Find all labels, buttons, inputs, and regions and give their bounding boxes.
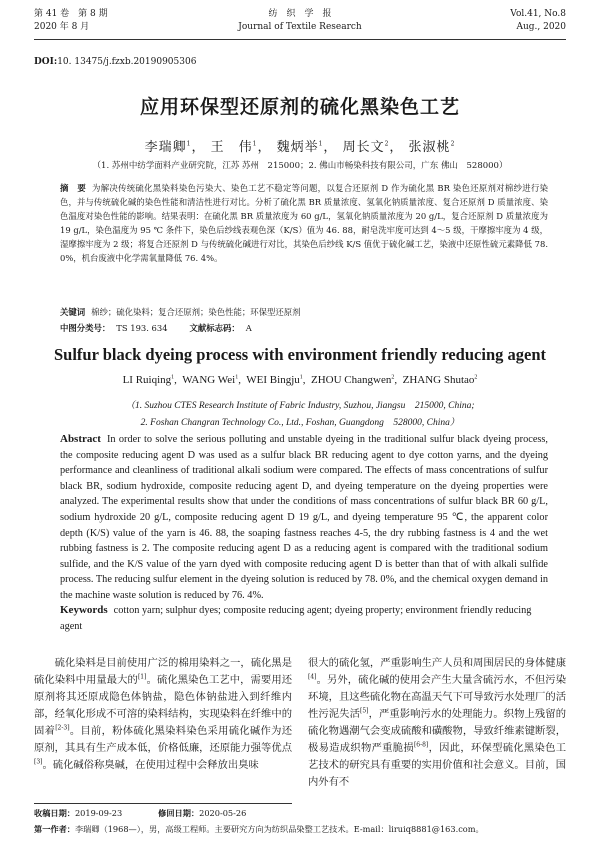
abstract-en-label: Abstract	[60, 433, 101, 445]
journal-name-en: Journal of Textile Research	[238, 22, 362, 32]
body-text: 。硫化黑染色工艺中，需要用还原剂将其还原成隐色体钠盐，隐色体钠盐进入到纤维内部，经氧化形成不可溶的染料结构，实现染料在纤维中的固着	[34, 674, 293, 737]
footnote-divider	[34, 803, 292, 804]
abstract-cn-label: 摘 要	[60, 183, 87, 193]
doi-line	[34, 57, 196, 67]
class-number-label: 中图分类号：	[60, 323, 111, 333]
body-column-left	[34, 655, 292, 774]
title-cn: 应用环保型还原剂的硫化黑染色工艺	[139, 96, 460, 118]
revised-label: 修回日期：	[158, 808, 200, 818]
issue-date: 2020 年 8 月	[34, 22, 90, 32]
keywords-cn	[60, 306, 548, 318]
author-affil-mark: 1	[171, 374, 175, 381]
body-text: 很大的硫化氢，严重影响生产人员和周围居民的身体健康	[308, 657, 566, 669]
author-affil-mark: 1	[252, 140, 258, 148]
body-text: 。目前，粉体硫化黑染料染色采用硫化碱作为还原剂，其具有生产成本低，价格低廉，还原能力强等优点	[34, 725, 292, 754]
running-header	[34, 8, 566, 38]
author-name: 张淑桃	[408, 140, 451, 155]
author-name-en: ZHOU Changwen	[311, 374, 392, 386]
received-label: 收稿日期：	[34, 808, 75, 818]
title-en: Sulfur black dyeing process with environment friendly reducing agent	[54, 345, 546, 364]
author-affil-mark: 2	[474, 374, 478, 381]
citation-ref[interactable]: [2-3]	[55, 724, 70, 732]
author-name: 李瑞卿	[144, 140, 187, 155]
abstract-en-text: In order to solve the serious polluting and unstable dyeing in the traditional sulfur black dyeing process, the composite reducing agent D was used as a sulfur black BR reducing agent to dye cotton yarns, and the dyeing performance and cleanliness of traditional alkali sodium were compared. The effects of mass concentrations of sulfur black BR, sodium hydroxide, composite reducing agent D, and dyeing temperature on the dyeing properties were analyzed. The experimental results show that under the conditions of mass concentrations of sulfur black BR 60 g/L, sodium hydroxide 20 g/L, composite reducing agent D 19 g/L, and dyeing temperature 95 ℃, the apparent color depth (K/S) value of the yarn is 46. 88, the soaping fastness reaches 4-5, the dry rubbing fastness is 4 and the wet rubbing fastness is 2. The composite reducing agent D as a reducing agent is compared with the traditional sodium sulfide, and the K/S value of the yarn dyed with composite reducing agent D is better than that of with alkali sulfide process. The reducing sulfur element in the dyeing solution is reduced by 78. 0%, and the chemical oxygen demand in the machine waste solution is reduced by 76. 4%.	[60, 434, 548, 601]
citation-ref[interactable]: [6-8]	[413, 741, 429, 749]
revised-date: 2020-05-26	[199, 808, 247, 818]
affiliation-en-2: 2. Foshan Changran Technology Co., Ltd., Foshan, Guangdong 528000, China）	[140, 418, 460, 428]
volume-issue-en: Vol.41, No.8	[510, 9, 566, 19]
author-affil-mark: 1	[186, 140, 192, 148]
author-name-en: WANG Wei	[182, 374, 236, 386]
citation-ref[interactable]: [3]	[34, 758, 43, 766]
author-affil-mark: 2	[450, 140, 456, 148]
author-name-en: ZHANG Shutao	[402, 374, 475, 386]
abstract-cn-text: 为解决传统硫化黑染料染色污染大、染色工艺不稳定等问题，以复合还原剂 D 作为硫化黑 BR 染色还原剂对棉纱进行染色，并与传统硫化碱的染色性能和清洁性进行对比。分析了硫化黑 BR 质量浓度、氢氧化钠质量浓度、复合还原剂 D 质量浓度、染色温度对染色性能的影响。结果表明：在硫化黑 BR 质量浓度为 60 g/L，氢氧化钠质量浓度为 20 g/L，复合还原剂 D 质量浓度为 19 g/L，染色温度为 95 ℃ 条件下，染色后纱线表观色深（K/S）值为 46. 88，耐皂洗牢度可达到 4～5 级，干摩擦牢度为 4 级，湿摩擦牢度为 2 级；将复合还原剂 D 与传统硫化碱进行对比，其染色后纱线 K/S 值优于硫化碱工艺，染液中还原性硫元素降低 78. 0%，机台废液中化学需氧量降低 76. 4%。	[60, 183, 549, 263]
author-name-en: LI Ruiqing	[122, 374, 172, 386]
abstract-en	[60, 432, 548, 604]
citation-ref[interactable]: [5]	[359, 707, 369, 715]
doc-code-label: 文献标志码：	[189, 323, 240, 333]
author-affil-mark: 1	[299, 374, 303, 381]
journal-name-cn: 纺 织 学 报	[268, 9, 332, 19]
author-name-en: WEI Bingju	[246, 374, 300, 386]
header-center	[34, 8, 566, 34]
doi-value[interactable]: 10. 13475/j.fzxb.20190905306	[57, 57, 197, 67]
doi-label: DOI:	[34, 57, 58, 67]
abstract-cn	[60, 181, 548, 265]
footnote-dates	[34, 807, 574, 819]
keywords-en	[60, 603, 548, 634]
first-author-label: 第一作者：	[34, 824, 75, 834]
class-number-value: TS 193. 634	[116, 323, 168, 333]
author-name: 周长文	[342, 140, 385, 155]
first-author-text: 李瑞卿（1968—），男，高级工程师。主要研究方向为纺织品染整工艺技术。E-mail：liruiq8881@163.com。	[74, 824, 484, 834]
author-affil-mark: 1	[235, 374, 239, 381]
citation-ref[interactable]: [1]	[137, 673, 147, 681]
author-affil-mark: 2	[391, 374, 395, 381]
doc-code-value: A	[245, 323, 252, 333]
footnote-author	[34, 823, 574, 835]
keywords-en-label: Keywords	[60, 604, 108, 616]
authors-cn: 李瑞卿$^1$， 王 伟$^1$， 魏炳举$^1$， 周长文$^2$， 张淑桃$^2$	[144, 140, 456, 155]
header-right	[510, 8, 566, 34]
keywords-en-text: cotton yarn; sulphur dyes; composite reducing agent; dyeing property; environment friendly reducing agent	[60, 605, 532, 632]
volume-issue: 第 41 卷 第 8 期	[34, 9, 108, 19]
header-divider	[34, 39, 566, 40]
received-date: 2019-09-23	[74, 808, 123, 818]
author-affil-mark: 1	[318, 140, 324, 148]
body-column-right	[308, 655, 566, 791]
body-text: 。另外，硫化碱的使用会产生大量含硫污水，不但污染环境，且这些硫化物在高温天气下可导致污水处理厂的活性污泥失活	[308, 674, 566, 720]
body-text: ，因此，环保型硫化黑染色工艺技术的研究具有重要的实用价值和社会意义。目前，国内外有不	[308, 742, 566, 788]
body-text: 硫化染料是目前使用广泛的棉用染料之一，硫化黑是硫化染料中用量最大的	[34, 657, 292, 686]
body-text: 。硫化碱俗称臭碱，在使用过程中会释放出臭味	[42, 759, 259, 771]
classification-line	[60, 322, 548, 334]
issue-date-en: Aug., 2020	[516, 22, 566, 32]
affiliation-en-1: （1. Suzhou CTES Research Institute of Fabric Industry, Suzhou, Jiangsu 215000, China;	[125, 401, 475, 411]
author-affil-mark: 2	[384, 140, 390, 148]
body-text: ，严重影响污水的处理能力。织物上残留的硫化物遇潮气会变成硫酸和磺酸物，导致纤维素键断裂，极易造成织物严重脆损	[308, 708, 567, 754]
author-name: 魏炳举	[276, 140, 319, 155]
authors-en: LI Ruiqing$^1$, WANG Wei$^1$, WEI Bingju$^1$, ZHOU Changwen$^2$, ZHANG Shutao$^2$	[122, 374, 478, 386]
author-name: 王 伟	[210, 140, 253, 155]
keywords-cn-label: 关键词	[60, 307, 86, 317]
citation-ref[interactable]: [4]	[308, 673, 317, 681]
keywords-cn-text: 棉纱；硫化染料；复合还原剂；染色性能；环保型还原剂	[91, 307, 301, 317]
affiliation-cn: （1. 苏州中纺学面料产业研究院，江苏 苏州 215000；2. 佛山市畅染科技有限公司，广东 佛山 528000）	[92, 161, 508, 171]
